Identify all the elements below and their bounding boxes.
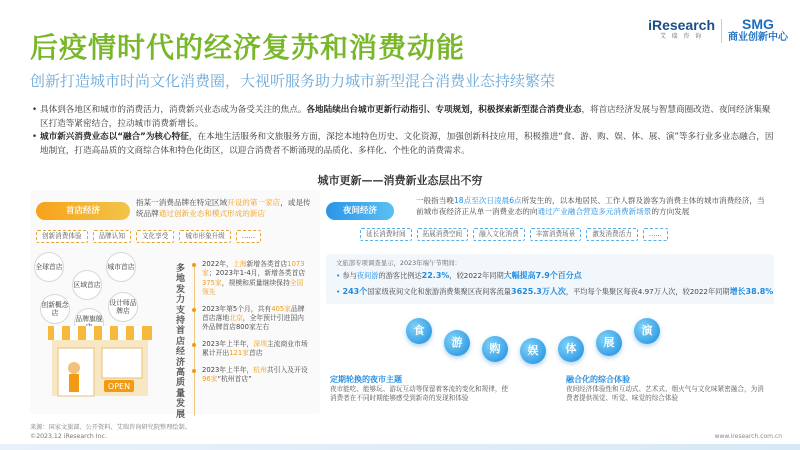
tag: 文化享受 <box>136 230 174 243</box>
stat-row <box>336 270 582 281</box>
stat-value: 22.3% <box>421 271 450 280</box>
tl-highlight: 全国领先 <box>202 278 304 297</box>
orb-sports: 体 <box>558 336 584 362</box>
iresearch-logo <box>648 19 715 43</box>
night-economy-desc <box>416 196 772 217</box>
orb-shopping: 购 <box>482 336 508 362</box>
tl-text: 共引入及开设 <box>266 365 308 374</box>
tl-text: 2023年上半年， <box>202 365 254 374</box>
tag: 品牌认知 <box>93 230 131 243</box>
store-type-circle: 创新概念店 <box>40 294 70 324</box>
bullet-text: ，将首店经济发展与智慧商圈改造、夜间经济集聚区打造等紧密结合，拉动城市消费新增长。 <box>40 105 771 129</box>
feature-title: 融合化的综合体验 <box>566 375 630 384</box>
stat-value: 3625.3万人次 <box>511 287 566 296</box>
tl-text: 首店 <box>248 349 263 358</box>
logos <box>648 18 788 44</box>
bullet-item <box>32 131 777 158</box>
first-store-desc <box>136 198 316 219</box>
storefront-illustration <box>44 316 164 398</box>
source-note: 来源：国家文旅部、公开资料、艾瑞咨询研究院整理绘制。 <box>30 424 191 431</box>
tag: 拓展消费空间 <box>417 228 469 241</box>
tag: 激发消费活力 <box>586 228 638 241</box>
first-store-panel <box>30 190 320 420</box>
feature-title: 定期轮换的夜市主题 <box>330 375 402 384</box>
tag: 城市形象升级 <box>179 230 231 243</box>
feature-text: 夜间经济体验性和互动式、艺术式、烟火气与文化味紧密融合，为消费者提供视觉、听觉、味觉的综合体验 <box>566 385 764 402</box>
bullet-bold: 各地陆续出台城市更新行动指引、专项规划，积极探索新型混合消费业态 <box>306 105 582 115</box>
night-economy-panel <box>320 190 778 414</box>
page-title: 后疫情时代的经济复苏和消费动能 <box>30 31 466 64</box>
desc-text: 的方向发展 <box>651 206 690 216</box>
bullet-item <box>32 104 777 131</box>
smg-logo <box>728 18 788 44</box>
first-store-timeline <box>192 260 310 391</box>
first-store-pill: 首店经济 <box>36 202 130 220</box>
tl-highlight: 杭州 <box>253 365 267 374</box>
desc-text: 一般指当晚 <box>416 196 454 205</box>
stat-text: ，较2022年同期 <box>449 271 504 280</box>
tl-text: ；2023年1-4月，新增各类首店 <box>208 269 306 278</box>
tl-text: 主流商业市场累计开出 <box>202 339 308 358</box>
page-subtitle: 创新打造城市时尚文化消费圈，大视听服务助力城市新型混合消费业态持续繁荣 <box>30 72 556 90</box>
desc-text: ，或是传统品牌 <box>136 198 311 218</box>
site-url: www.iresearch.com.cn <box>714 433 782 440</box>
intro-bullets <box>32 104 777 158</box>
tag: 延长消费时间 <box>360 228 412 241</box>
timeline-item <box>192 260 310 298</box>
tl-highlight: 405家 <box>271 304 291 313</box>
tl-highlight: 1073家 <box>202 260 305 278</box>
tag: 融入文化消费 <box>473 228 525 241</box>
orb-exhibition: 展 <box>596 330 622 356</box>
stat-row <box>336 286 773 297</box>
bullet-dot: • <box>336 271 343 280</box>
desc-highlight: 通过创新业态和模式形成的新店 <box>158 208 266 218</box>
first-store-tags <box>36 230 261 243</box>
desc-highlight: 开设的第一家店 <box>227 198 281 207</box>
logo-divider <box>721 19 722 43</box>
tl-text: 2023年上半年， <box>202 339 254 348</box>
store-type-circle: 品牌旗舰 <box>74 308 104 338</box>
bullet-text: 具体到各地区和城市的消费活力，消费新兴业态成为备受关注的焦点。 <box>40 105 307 115</box>
stat-highlight: 夜间游 <box>356 271 379 280</box>
tl-highlight: 375家 <box>202 278 222 287</box>
timeline-item <box>192 305 310 333</box>
stats-box <box>326 254 774 304</box>
tag: …… <box>236 230 261 243</box>
stat-highlight: 大幅提高7.9个百分点 <box>503 271 582 280</box>
night-economy-tags <box>360 228 668 241</box>
stat-text: 的游客比例达 <box>378 271 422 280</box>
bullet-text: ，在本地生活服务和文旅服务方面，深挖本地特色历史、文化资源，加强创新科技应用，积极推进“食、游、购、娱、体、展、演”等多行业多业态融合，因地制宜，打造高品质的文商综合体和特色化街区，以迎合消费者不断涌现的品质化、多样化、个性化的消费需求。 <box>40 132 774 156</box>
bottom-bar <box>0 444 800 450</box>
store-type-circle: 城市首店 <box>106 252 136 282</box>
store-type-circle: 设计师品牌店 <box>108 292 138 322</box>
tag: 创新消费体验 <box>36 230 88 243</box>
bullet-dot: • <box>336 287 343 296</box>
stat-text: 参与 <box>342 271 357 280</box>
smg-logo-sub: 商业创新中心 <box>728 32 788 43</box>
tag: …… <box>643 228 668 241</box>
tl-text: ，全年预计引进国内外品牌首店800家左右 <box>202 314 304 332</box>
tl-text: 2022年， <box>202 260 233 268</box>
tl-text: ，规模和质量继续保持 <box>221 278 290 287</box>
copyright: ©2023.12 iResearch Inc. <box>30 433 107 440</box>
tl-text: “杭州首店” <box>217 375 252 384</box>
iresearch-logo-sub: 艾 瑞 咨 询 <box>660 34 704 40</box>
feature-text: 夜市能吃、能够玩、游玩互动等保留着客流的变化和规律，使消费者在不同时期能够感受到新奇的发现和体验 <box>330 385 509 402</box>
iresearch-logo-text: iResearch <box>648 17 715 33</box>
orb-travel: 游 <box>444 330 470 356</box>
store-type-circle: 区域首店 <box>72 270 102 300</box>
tl-highlight: 121家 <box>229 349 249 358</box>
store-type-circle: 全球首店 <box>34 252 64 282</box>
stat-value: 243个 <box>342 287 368 296</box>
orb-performance: 演 <box>634 318 660 344</box>
timeline-item <box>192 366 310 385</box>
desc-text: 所发生的，以本地居民、工作人群及游客为消费主体的城市消费经济，当前城市夜经济正从单一消费业态的向 <box>416 196 765 216</box>
vertical-heading: 多地发力支持首店经济高质量发展 <box>176 264 186 420</box>
tl-text: 新增各类首店 <box>246 260 288 268</box>
stat-highlight: 增长38.8% <box>729 287 774 296</box>
timeline-item <box>192 340 310 359</box>
tl-highlight: 96家 <box>202 375 218 384</box>
stat-text: 国家级夜间文化和旅游消费集聚区夜间客流量 <box>367 287 511 296</box>
open-sign: OPEN <box>107 382 131 391</box>
smg-logo-text: SMG <box>742 16 774 32</box>
tl-text: 品牌首店落地 <box>202 304 305 323</box>
desc-highlight: 通过产业融合营造多元消费新场景 <box>537 206 652 216</box>
stat-text: ，平均每个集聚区每夜4.97万人次，较2022年同期 <box>565 287 730 296</box>
orb-entertainment: 娱 <box>520 338 546 364</box>
bullet-bold: 城市新兴消费业态以“融合”为核心特征 <box>40 132 189 142</box>
desc-highlight: 18点至次日凌晨6点 <box>453 196 522 205</box>
tag: 丰富消费场景 <box>530 228 582 241</box>
stats-source: 文旅部专项调查显示，2023年端午节期间： <box>336 259 461 267</box>
tl-highlight: 北京 <box>229 314 243 323</box>
tl-highlight: 深圳 <box>253 339 267 348</box>
tl-text: 2023年第5个月，共有 <box>202 304 272 313</box>
desc-text: 指某一消费品牌在特定区域 <box>136 198 228 207</box>
section-title: 城市更新——消费新业态层出不穷 <box>317 174 483 187</box>
night-economy-pill: 夜间经济 <box>326 202 394 220</box>
orb-food: 食 <box>406 318 432 344</box>
tl-highlight: 上海 <box>232 260 247 268</box>
